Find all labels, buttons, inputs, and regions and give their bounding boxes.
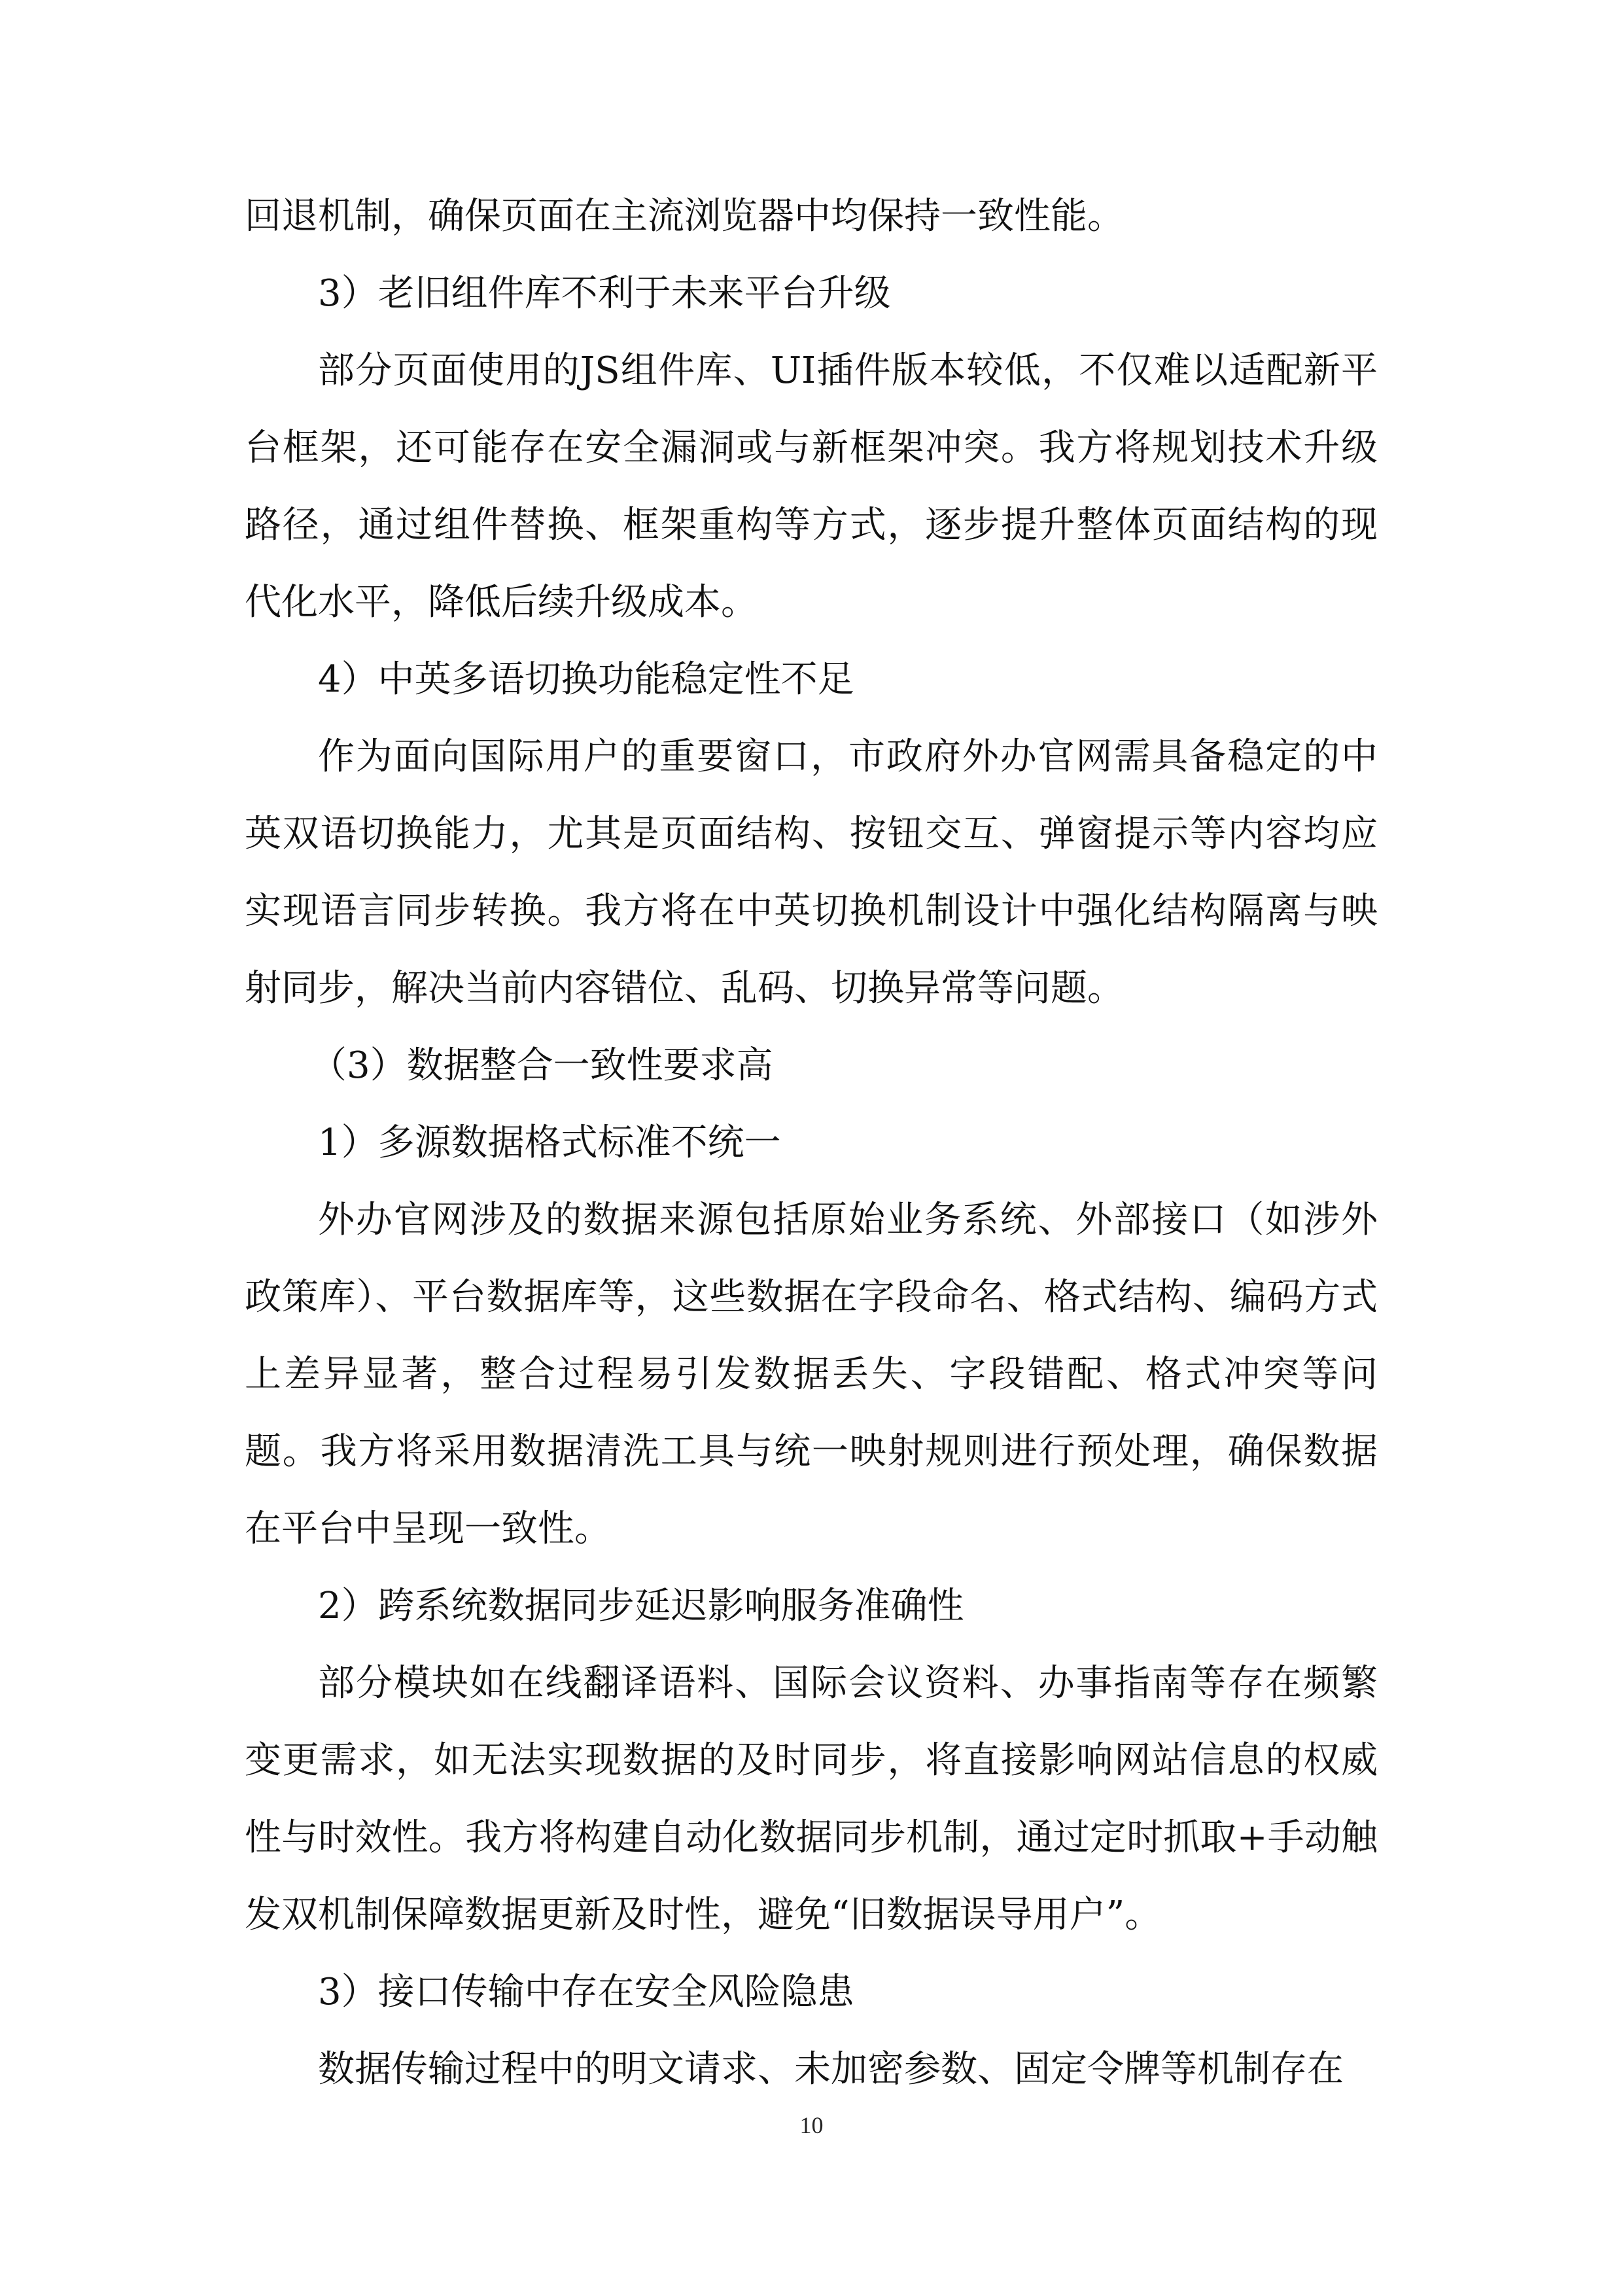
subheading-interface-security: 3）接口传输中存在安全风险隐患 [318,1971,854,2013]
paragraph-language-switch: 作为面向国际用户的重要窗口，市政府外办官网需具备稳定的中英双语切换能力，尤其是页面结构、按钮交互、弹窗提示等内容均应实现语言同步转换。我方将在中英切换机制设计中强化结构隔离与映射同步，解决当前内容错位、乱码、切换异常等问题。 [245,735,1378,1010]
document-body [245,178,1378,2108]
paragraph-data-format: 外办官网涉及的数据来源包括原始业务系统、外部接口（如涉外政策库）、平台数据库等，这些数据在字段命名、格式结构、编码方式上差异显著，整合过程易引发数据丢失、字段错配、格式冲突等问题。我方将采用数据清洗工具与统一映射规则进行预处理，确保数据在平台中呈现一致性。 [245,1199,1378,1550]
paragraph-data-sync: 部分模块如在线翻译语料、国际会议资料、办事指南等存在频繁变更需求，如无法实现数据的及时同步，将直接影响网站信息的权威性与时效性。我方将构建自动化数据同步机制，通过定时抓取+手动触发双机制保障数据更新及时性，避免“旧数据误导用户”。 [245,1662,1378,1936]
paragraph-interface-security: 数据传输过程中的明文请求、未加密参数、固定令牌等机制存在 [318,2048,1344,2091]
subheading-data-format: 1）多源数据格式标准不统一 [318,1122,781,1164]
paragraph-continuation: 回退机制，确保页面在主流浏览器中均保持一致性能。 [245,195,1124,238]
section-heading-data-integration: （3）数据整合一致性要求高 [310,1044,773,1087]
paragraph-legacy-components: 部分页面使用的JS组件库、UI插件版本较低，不仅难以适配新平台框架，还可能存在安全漏洞或与新框架冲突。我方将规划技术升级路径，通过组件替换、框架重构等方式，逐步提升整体页面结构的现代化水平，降低后续升级成本。 [245,349,1378,624]
subheading-legacy-components: 3）老旧组件库不利于未来平台升级 [318,272,891,315]
subheading-language-switch: 4）中英多语切换功能稳定性不足 [318,658,854,701]
page-number: 10 [799,2112,824,2138]
subheading-data-sync: 2）跨系统数据同步延迟影响服务准确性 [318,1585,964,1627]
